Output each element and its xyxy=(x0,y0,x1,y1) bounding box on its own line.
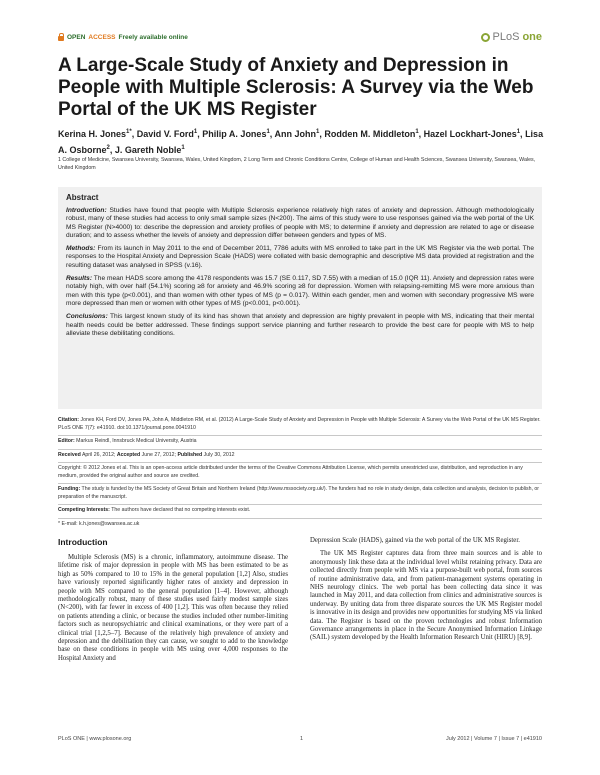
journal-logo-prefix: PLoS xyxy=(492,31,520,43)
author-name: David V. Ford xyxy=(136,129,194,139)
funding-text: The study is funded by the MS Society of Great Britain and Northern Ireland (http://www.mssociety.org.uk/). The funders had no role in study design, data collection and analysis, decision to publish, or preparation of the manuscript. xyxy=(58,486,539,500)
body-paragraph: Multiple Sclerosis (MS) is a chronic, inflammatory, autoimmune disease. The lifetime risk of major depression in people with MS has been estimated to be as high as 50% compared to 10 to 15% in the general population [1,2] Also, studies have variously reported significantly higher rates of anxiety and depression in people with MS compared to the general population [1–4]. However, although methodologically robust, many of these studies used fairly modest sample sizes (N<200), with far fewer in excess of 400 [1,2]. This was often because they relied on patients attending a clinic, or because the studies included other number-limiting factors such as neuropsychiatric and clinical examinations, or they were part of a clinical trial [1,2,5–7]. Because of the relatively high prevalence of anxiety and depression and the debilitation they can cause, we sought to add to the knowledge base on these conditions in people with MS using over 4,000 responses to the Hospital Anxiety and xyxy=(58,554,288,662)
competing-label: Competing Interests: xyxy=(58,507,110,513)
open-access-badge xyxy=(58,33,188,41)
abstract-section-label: Methods: xyxy=(66,245,96,253)
editor-text: Markus Reindl, Innsbruck Medical University, Austria xyxy=(74,438,197,444)
abstract-section xyxy=(66,245,534,270)
editor-row xyxy=(58,436,542,450)
introduction-right-text xyxy=(310,550,542,642)
competing-text: The authors have declared that no competing interests exist. xyxy=(109,507,251,513)
author-affiliation-mark: 1 xyxy=(516,129,521,135)
editor-label: Editor: xyxy=(58,438,75,444)
article-metadata xyxy=(58,415,542,531)
author-affiliation-mark: 1 xyxy=(181,145,185,151)
affiliations: 1 College of Medicine, Swansea University, Swansea, Wales, United Kingdom, 2 Long Term and Chronic Conditions Centre, College of Human and Health Sciences, Swansea University, Swansea, Wales, United Kingdom xyxy=(58,157,536,171)
introduction-left-text xyxy=(58,554,288,663)
author-name: Ann John xyxy=(274,129,316,139)
abstract-heading: Abstract xyxy=(66,193,99,202)
open-access-word: ACCESS xyxy=(88,33,116,41)
body-paragraph: The UK MS Register captures data from three main sources and is able to anonymously link these data at the individual level whilst retaining privacy. Data are collected directly from people with MS via a purpose-built web portal, from sources of routine administrative data, and from patient-management systems operating in NHS neurology clinics. The web portal has been collecting data since it was launched in May 2011, and data collection from clinics and administrative sources is underway. By uniting data from three disparate sources the UK MS Register model is innovative in its design and provides new opportunities for studying MS via linked data. The Register is based on the proven technologies and robust Information Governance arrangements in place in the Secure Anonymised Information Linkage (SAIL) system developed by the Health Information Research Unit (HIRU) [8,9]. xyxy=(310,550,542,642)
abstract-section-text: Studies have found that people with Multiple Sclerosis experience relatively high rates of anxiety and depression. Although methodologically robust, many of these studies had access to only small sample sizes (N<200). The aims of this study were to use responses gained via the web portal of the UK MS Register (N>4000) to: describe the depression and anxiety profiles of people with MS; to determine if anxiety and depression are related to age or disease duration; and to assess whether the levels of anxiety and depression differ between genders and types of MS. xyxy=(66,207,534,239)
corresponding-email[interactable]: * E-mail: k.h.jones@swansea.ac.uk xyxy=(58,520,140,527)
funding-label: Funding: xyxy=(58,486,81,492)
author-affiliation-mark: 1* xyxy=(126,129,132,135)
page-footer xyxy=(58,736,542,746)
received-date: April 26, 2012; xyxy=(80,451,117,458)
author-name: Philip A. Jones xyxy=(202,129,267,139)
journal-logo-suffix: one xyxy=(522,31,542,43)
abstract-section xyxy=(66,275,534,308)
accepted-date: June 27, 2012; xyxy=(140,451,178,458)
freely-available-text: Freely available online xyxy=(118,33,188,41)
published-label: Published xyxy=(177,451,203,458)
footer-journal: PLoS ONE | www.plosone.org xyxy=(58,736,132,742)
email-row xyxy=(58,519,542,532)
published-date: July 30, 2012 xyxy=(202,451,235,458)
abstract-section-text: This largest known study of its kind has shown that anxiety and depression are highly prevalent in people with MS, indicating that their mental health needs could be better addressed. These findings support service planning and further research to provide the best care for people with MS to help alleviate these debilitating conditions. xyxy=(66,313,534,337)
introduction-heading: Introduction xyxy=(58,537,108,547)
received-label: Received xyxy=(58,451,81,458)
author-name: Hazel Lockhart-Jones xyxy=(423,129,517,139)
dates-row xyxy=(58,450,542,464)
copyright-text: Copyright: © 2012 Jones et al. This is an open-access article distributed under the terms of the Creative Commons Attribution License, which permits unrestricted use, distribution, and reproduction in any medium, provided the original author and source are credited. xyxy=(58,465,523,479)
citation-label: Citation: xyxy=(58,417,80,423)
accepted-label: Accepted xyxy=(116,451,141,458)
citation-text: Jones KH, Ford DV, Jones PA, John A, Middleton RM, et al. (2012) A Large-Scale Study of Anxiety and Depression in People with Multiple Sclerosis: A Survey via the Web Portal of the UK MS Register. PLoS ONE 7(7): e41910. doi:10.1371/journal.pone.0041910 xyxy=(58,417,541,431)
abstract-section xyxy=(66,313,534,338)
journal-logo xyxy=(481,31,542,43)
abstract-box xyxy=(58,187,542,409)
author-affiliation-mark: 1 xyxy=(315,129,320,135)
paper-title: A Large-Scale Study of Anxiety and Depression in People with Multiple Sclerosis: A Survey via the Web Portal of the UK MS Register xyxy=(58,55,534,120)
author-affiliation-mark: 1 xyxy=(193,129,198,135)
copyright-row xyxy=(58,463,542,484)
open-lock-icon xyxy=(58,33,64,41)
author-name: J. Gareth Noble xyxy=(114,145,182,155)
abstract-section xyxy=(66,207,534,240)
journal-logo-icon xyxy=(481,33,490,42)
footer-page-number: 1 xyxy=(300,736,304,742)
author-name: Rodden M. Middleton xyxy=(324,129,416,139)
body-column-right xyxy=(310,537,542,648)
abstract-section-label: Results: xyxy=(66,275,93,283)
abstract-section-text: From its launch in May 2011 to the end of December 2011, 7786 adults with MS enrolled to take part in the UK MS Register via the web portal. The responses to the Hospital Anxiety and Depression Scale (HADS) were collated with basic demographic and descriptive MS data provided at registration and the resulting dataset was analysed in SPSS (v.16). xyxy=(66,245,534,269)
open-access-prefix: OPEN xyxy=(67,33,86,41)
author-list: Kerina H. Jones$^{1*}$, David V. Ford$^1$, Philip A. Jones$^1$, Ann John$^1$, Rodden M. Middleton$^1$, Hazel Lockhart-Jones$^1$, Lisa A. Osborne$^2$, J. Gareth Noble$^1$ xyxy=(58,129,544,155)
abstract-body xyxy=(66,207,534,338)
body-column-left xyxy=(58,537,288,668)
page-header xyxy=(58,33,542,47)
footer-issue: July 2012 | Volume 7 | Issue 7 | e41910 xyxy=(445,736,542,742)
introduction-continued-text: Depression Scale (HADS), gained via the web portal of the UK MS Register. xyxy=(310,537,520,544)
citation-row xyxy=(58,415,542,436)
abstract-section-label: Conclusions: xyxy=(66,313,108,321)
author-name: Lisa A. Osborne xyxy=(58,129,544,155)
abstract-section-text: The mean HADS score among the 4178 respondents was 15.7 (SE 0.117, SD 7.55) with a median of 15.0 (IQR 11). Anxiety and depression rates were notably high, with over half (54.1%) scoring ≥8 for anxiety and 46.9% scoring ≥8 for depression. Women with relapsing-remitting MS were more anxious than men with this type (p<0.001), and than women with other types of MS (p = 0.017). Within each gender, men and women with secondary progressive MS were more depressed than men or women with other types of MS (p<0.001, p<0.001). xyxy=(66,275,534,307)
funding-row xyxy=(58,484,542,505)
author-affiliation-mark: 2 xyxy=(106,145,110,151)
author-name: Kerina H. Jones xyxy=(58,129,127,139)
author-affiliation-mark: 1 xyxy=(266,129,270,135)
abstract-section-label: Introduction: xyxy=(66,207,107,214)
author-affiliation-mark: 1 xyxy=(415,129,419,135)
competing-interests-row xyxy=(58,505,542,519)
